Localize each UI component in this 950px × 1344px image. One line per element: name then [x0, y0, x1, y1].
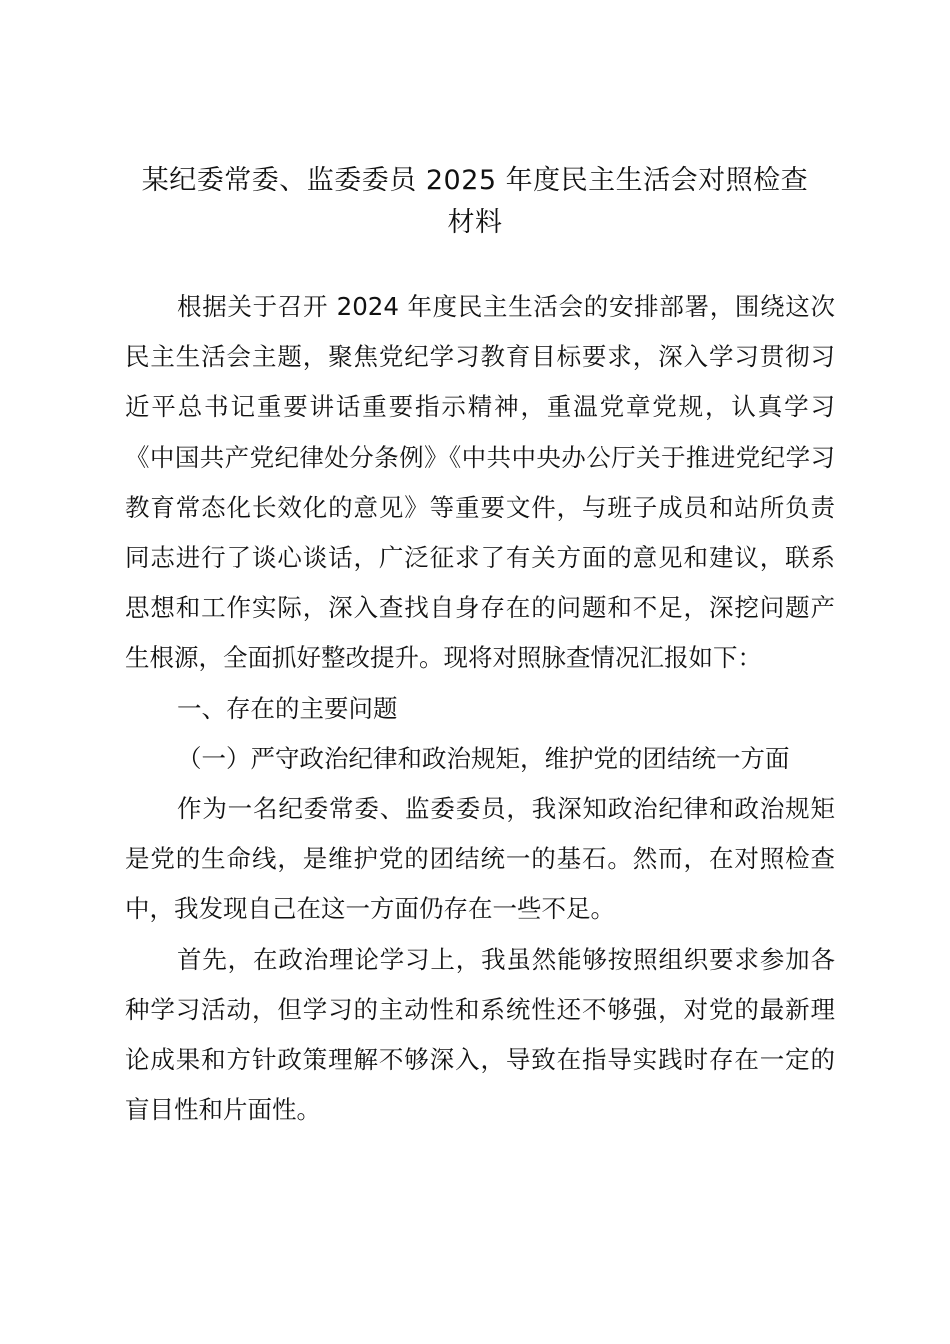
document-body	[125, 282, 835, 1135]
body-paragraph-1: 作为一名纪委常委、监委委员，我深知政治纪律和政治规矩是党的生命线，是维护党的团结统一的基石。然而，在对照检查中，我发现自己在这一方面仍存在一些不足。	[125, 794, 835, 924]
subsection-heading: （一）严守政治纪律和政治规矩，维护党的团结统一方面	[177, 743, 790, 773]
section-heading: 一、存在的主要问题	[177, 693, 398, 723]
document-title	[100, 160, 850, 244]
title-line-2: 材料	[447, 207, 503, 238]
body-paragraph-2: 首先，在政治理论学习上，我虽然能够按照组织要求参加各种学习活动，但学习的主动性和系统性还不够强，对党的最新理论成果和方针政策理解不够深入，导致在指导实践时存在一定的盲目性和片面性。	[125, 944, 835, 1125]
intro-paragraph: 根据关于召开 2024 年度民主生活会的安排部署，围绕这次民主生活会主题，聚焦党纪学习教育目标要求，深入学习贯彻习近平总书记重要讲话重要指示精神，重温党章党规，认真学习《中国共产党纪律处分条例》《中共中央办公厅关于推进党纪学习教育常态化长效化的意见》等重要文件，与班子成员和站所负责同志进行了谈心谈话，广泛征求了有关方面的意见和建议，联系思想和工作实际，深入查找自身存在的问题和不足，深挖问题产生根源，全面抓好整改提升。现将对照脉查情况汇报如下：	[125, 292, 835, 673]
title-line-1: 某纪委常委、监委委员 2025 年度民主生活会对照检查	[141, 165, 809, 196]
